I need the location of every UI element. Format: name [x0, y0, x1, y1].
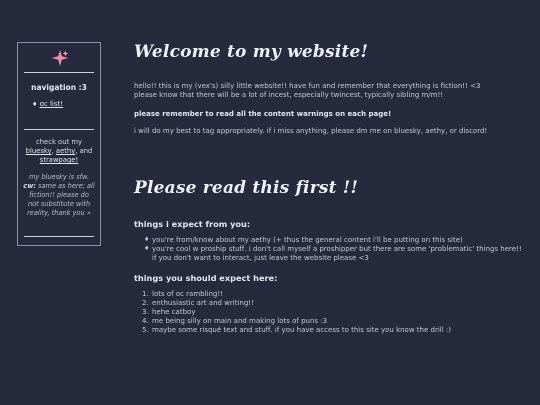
- nav-title: navigation :3: [31, 83, 87, 92]
- intro-line1: hello!! this is my (vex's) silly little website!! have fun and remember that everything is fiction!! <3: [134, 82, 481, 90]
- expect-here-list: [142, 290, 522, 335]
- sidebar-divider: [24, 236, 94, 237]
- sidebar-nav-box: [17, 42, 101, 246]
- list-item: 5. maybe some risqué text and stuff. if you have access to this site you know the drill :): [142, 326, 451, 335]
- sparkle-icon: [51, 49, 69, 67]
- welcome-title: Welcome to my website!: [134, 42, 369, 62]
- list-item: ♦ you're from/know about my aethy (+ thus the general content i'll be putting on this site): [144, 236, 463, 244]
- note-text1: my bluesky is sfw.: [28, 173, 90, 181]
- expect-from-list: [144, 236, 524, 263]
- checkout-text: [22, 138, 96, 166]
- list-item: 3. hehe catboy: [142, 308, 196, 317]
- checkout-sep2: , and: [75, 147, 93, 156]
- bullet-icon: ♦: [144, 236, 150, 243]
- checkout-sep1: ,: [51, 147, 54, 156]
- note-cw: cw:: [23, 181, 36, 190]
- list-item: 1. lots of oc rambling!!: [142, 290, 223, 298]
- nav-item-oc-list[interactable]: [32, 100, 63, 108]
- aethy-link[interactable]: aethy: [55, 147, 76, 156]
- sidebar-divider: [24, 129, 94, 130]
- expect-here-heading: things you should expect here:: [134, 273, 278, 283]
- warning-text: please remember to read all the content warnings on each page!: [134, 110, 392, 118]
- intro-text: [134, 82, 526, 100]
- bullet-icon: ♦: [144, 245, 150, 253]
- strawpage-link[interactable]: strawpage!: [39, 156, 79, 165]
- read-first-title: Please read this first !!: [134, 178, 359, 198]
- tagging-text: i will do my best to tag appropriately. if i miss anything, please dm me on bluesky, aethy, or discord!: [134, 127, 488, 135]
- checkout-prefix: check out my: [36, 138, 82, 146]
- sidebar-note: [23, 173, 95, 217]
- note-text2: same as here; all fiction!! please do not substitute with reality, thank you: [27, 181, 95, 217]
- expect-from-heading: things i expect from you:: [134, 219, 251, 229]
- sidebar-divider: [24, 72, 94, 73]
- nav-bullet-icon: ♦: [32, 101, 38, 108]
- list-item: 4. me being silly on main and making lots of puns :3: [142, 317, 328, 326]
- list-item: ♦ you're cool w proship stuff. i don't call myself a proshipper but there are some 'problematic' things here!! if you don't want to interact, just leave the website please <3: [144, 245, 522, 263]
- note-end: »: [86, 208, 91, 217]
- intro-line2: please know that there will be a lot of incest, especially twincest, typically sibling m/m!!: [134, 91, 444, 100]
- bluesky-link[interactable]: bluesky: [25, 147, 52, 156]
- list-item: 2. enthusiastic art and writing!!: [142, 299, 254, 308]
- oc-list-link[interactable]: oc list!: [39, 100, 64, 108]
